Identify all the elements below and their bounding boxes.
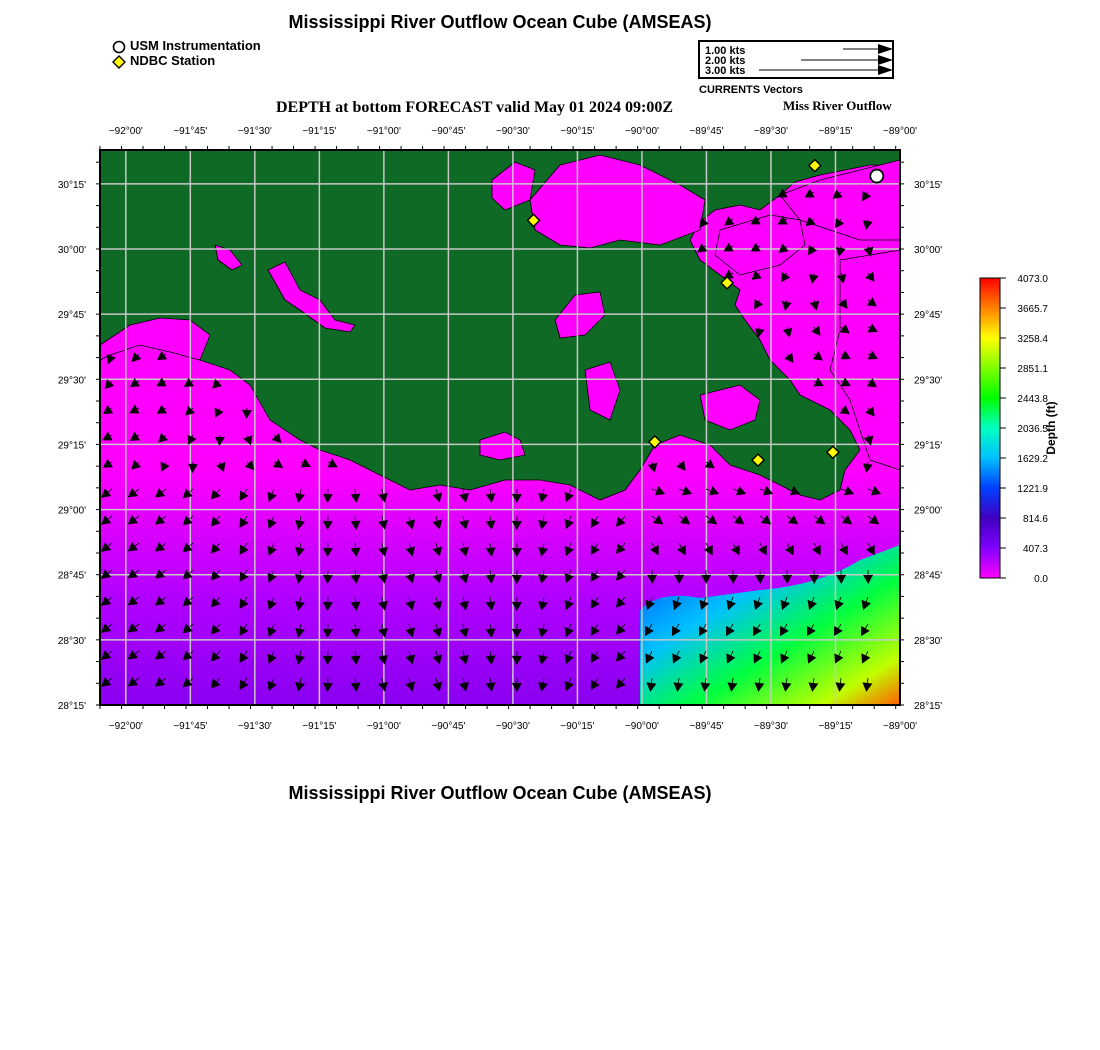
lat-tick-label-right: 29°45' — [914, 310, 943, 322]
colorbar-tick-label: 2851.1 — [1017, 364, 1048, 375]
lat-tick-label-left: 28°45' — [57, 570, 86, 582]
lat-tick-label-right: 30°00' — [914, 245, 943, 257]
vectors-caption: CURRENTS Vectors — [699, 84, 803, 96]
colorbar-tick-label: 3665.7 — [1017, 304, 1048, 315]
colorbar-tick-label: 2443.8 — [1017, 394, 1048, 405]
lon-tick-label-bottom: −89°00' — [883, 721, 917, 732]
lon-tick-label-top: −90°00' — [624, 126, 659, 137]
lon-tick-label-top: −91°30' — [237, 126, 272, 137]
colorbar-tick-label: 2036.5 — [1017, 424, 1048, 435]
lat-tick-label-left: 30°00' — [57, 245, 86, 257]
map-plot-area — [100, 150, 900, 705]
lat-tick-label-right: 28°45' — [914, 570, 943, 582]
vector-scale-1kt: 1.00 kts — [705, 45, 746, 57]
lat-tick-label-left: 28°30' — [57, 635, 86, 647]
chart-subtitle: DEPTH at bottom FORECAST valid May 01 2024 09:00Z — [276, 99, 674, 116]
lon-tick-label-top: −90°15' — [560, 126, 595, 137]
current-vector-shaft — [355, 570, 356, 575]
lon-tick-label-bottom: −91°45' — [173, 721, 208, 732]
region-label: Miss River Outflow — [783, 98, 892, 113]
lon-tick-label-bottom: −91°15' — [302, 721, 337, 732]
current-vector-shaft — [355, 543, 356, 548]
lat-tick-label-left: 29°00' — [57, 505, 86, 517]
lat-tick-label-right: 29°15' — [914, 440, 943, 452]
current-vector-shaft — [355, 678, 356, 683]
current-vector-shaft — [868, 435, 869, 437]
colorbar-tick-label: 407.3 — [1022, 544, 1048, 555]
legend-usm-label: USM Instrumentation — [130, 38, 261, 53]
lon-tick-label-bottom: −89°15' — [818, 721, 853, 732]
colorbar-ticks — [1000, 274, 1048, 585]
lon-tick-label-top: −89°45' — [689, 126, 724, 137]
lat-tick-label-right: 28°30' — [914, 635, 943, 647]
colorbar-tick-label: 3258.4 — [1017, 334, 1048, 345]
lat-tick-label-right: 29°00' — [914, 505, 943, 517]
colorbar-tick-label: 0.0 — [1034, 574, 1048, 585]
lon-tick-label-bottom: −90°00' — [624, 721, 659, 732]
current-vector-shaft — [355, 597, 356, 602]
lon-tick-label-top: −91°15' — [302, 126, 337, 137]
current-vector-shaft — [355, 651, 356, 656]
lon-tick-label-top: −91°45' — [173, 126, 208, 137]
lon-tick-label-top: −89°15' — [818, 126, 853, 137]
lon-tick-label-bottom: −92°00' — [108, 721, 143, 732]
lon-tick-label-bottom: −90°15' — [560, 721, 595, 732]
lon-tick-label-top: −89°00' — [883, 126, 917, 137]
lon-tick-label-bottom: −90°45' — [431, 721, 466, 732]
depth-colorbar — [960, 260, 1080, 590]
vector-scale-3kt: 3.00 kts — [705, 65, 746, 77]
lon-tick-label-bottom: −91°30' — [237, 721, 272, 732]
legend-ndbc-label: NDBC Station — [130, 53, 216, 68]
lat-tick-label-left: 29°15' — [57, 440, 86, 452]
lat-tick-label-right: 29°30' — [914, 375, 943, 387]
colorbar-tick-label: 4073.0 — [1017, 274, 1048, 285]
lon-tick-label-top: −91°00' — [366, 126, 401, 137]
lon-tick-label-top: −90°30' — [495, 126, 530, 137]
colorbar-bar — [980, 278, 1000, 578]
colorbar-tick-label: 1629.2 — [1017, 454, 1048, 465]
lon-tick-label-bottom: −89°45' — [689, 721, 724, 732]
lon-tick-label-bottom: −91°00' — [366, 721, 401, 732]
lat-tick-label-left: 28°15' — [57, 701, 86, 712]
vector-scale-2kt: 2.00 kts — [705, 55, 746, 67]
lat-tick-label-right: 28°15' — [914, 701, 943, 712]
lat-tick-label-right: 30°15' — [914, 179, 943, 191]
chart-title: Mississippi River Outflow Ocean Cube (AMSEAS) — [288, 12, 712, 32]
colorbar-tick-label: 1221.9 — [1017, 484, 1048, 495]
lat-tick-label-left: 29°30' — [57, 375, 86, 387]
usm-instrument-marker — [870, 170, 883, 183]
current-vector-shaft — [355, 624, 356, 629]
current-vector-shaft — [355, 489, 356, 494]
lon-tick-label-top: −90°45' — [431, 126, 466, 137]
current-vector-shaft — [355, 516, 356, 521]
lon-tick-label-top: −92°00' — [108, 126, 143, 137]
colorbar-tick-label: 814.6 — [1022, 514, 1048, 525]
lat-tick-label-left: 30°15' — [57, 179, 86, 191]
lat-tick-label-left: 29°45' — [57, 310, 86, 322]
chart-title-repeat: Mississippi River Outflow Ocean Cube (AMSEAS) — [288, 783, 712, 803]
lon-tick-label-bottom: −90°30' — [495, 721, 530, 732]
colorbar-label: Depth (ft) — [1044, 401, 1058, 455]
lon-tick-label-top: −89°30' — [753, 126, 788, 137]
lon-tick-label-bottom: −89°30' — [753, 721, 788, 732]
